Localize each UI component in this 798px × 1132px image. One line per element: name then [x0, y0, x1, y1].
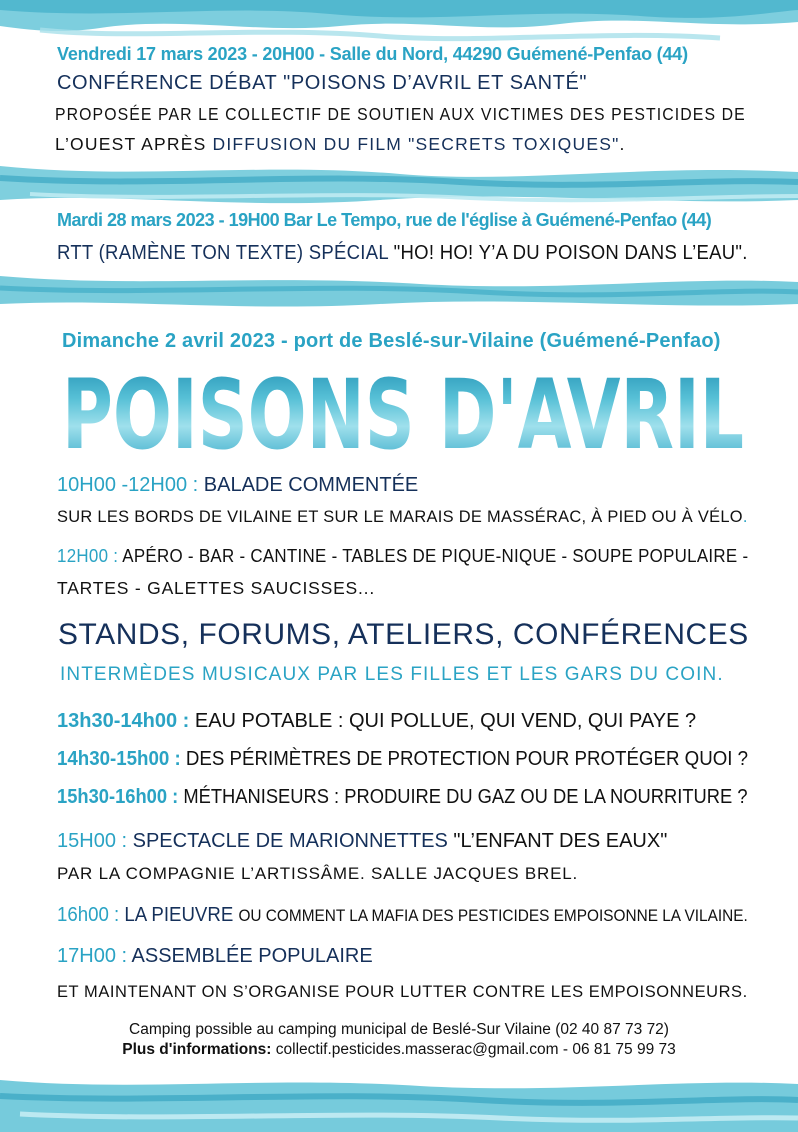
s2-title: LA PIEUVRE — [124, 904, 239, 926]
show-1-heading — [57, 830, 667, 853]
conf-3 — [57, 786, 748, 809]
program-p1-heading — [57, 474, 418, 497]
footer-info-text: collectif.pesticides.masserac@gmail.com - 06 81 75 99 73 — [271, 1041, 676, 1058]
event2-title — [57, 242, 748, 265]
main-date: Dimanche 2 avril 2023 - port de Beslé-sur-Vilaine (Guémené-Penfao) — [62, 330, 721, 352]
conf-2 — [57, 748, 748, 771]
big-title-text: POISONS D'AVRIL — [62, 360, 744, 460]
c2-time: 14h30-15h00 : — [57, 748, 186, 770]
event1-desc-line1-text: PROPOSÉE PAR LE COLLECTIF DE SOUTIEN AUX VICTIMES DES PESTICIDES DE — [55, 104, 746, 124]
c3-text: MÉTHANISEURS : PRODUIRE DU GAZ OU DE LA NOURRITURE ? — [183, 786, 748, 808]
event1-desc-prefix: L’OUEST APRÈS — [55, 134, 213, 154]
footer-info-label: Plus d'informations: — [122, 1041, 272, 1058]
p1-time: 10H00 -12H00 : — [57, 474, 204, 496]
show-3-desc: ET MAINTENANT ON S’ORGANISE POUR LUTTER CONTRE LES EMPOISONNEURS. — [57, 982, 748, 1001]
s1-time: 15H00 : — [57, 830, 133, 852]
s3-time: 17H00 : — [57, 945, 132, 967]
event1-desc-period: . — [619, 134, 626, 154]
c1-time: 13h30-14h00 : — [57, 710, 195, 732]
watercolor-band-bottom — [0, 1074, 798, 1132]
program-p2-line1 — [57, 546, 748, 567]
s3-title: ASSEMBLÉE POPULAIRE — [131, 945, 373, 967]
p1-desc-dot: . — [742, 507, 748, 526]
c3-time: 15h30-16h00 : — [57, 786, 184, 808]
event1-film: DIFFUSION DU FILM "SECRETS TOXIQUES" — [212, 134, 620, 154]
watercolor-band-2 — [0, 272, 798, 314]
event2-date: Mardi 28 mars 2023 - 19H00 Bar Le Tempo, rue de l'église à Guémené-Penfao (44) — [57, 210, 712, 230]
music-line: INTERMÈDES MUSICAUX PAR LES FILLES ET LES GARS DU COIN. — [60, 664, 724, 685]
program-p2-line2: TARTES - GALETTES SAUCISSES... — [57, 578, 376, 598]
event1-date: Vendredi 17 mars 2023 - 20H00 - Salle du Nord, 44290 Guémené-Penfao (44) — [57, 44, 688, 64]
event1-desc-line1 — [55, 104, 746, 125]
p1-desc-text: SUR LES BORDS DE VILAINE ET SUR LE MARAIS DE MASSÉRAC, À PIED OU À VÉLO — [57, 507, 743, 526]
watercolor-band-1 — [0, 160, 798, 210]
event2-title-quote: "HO! HO! Y’A DU POISON DANS L’EAU". — [393, 242, 748, 264]
p2-time: 12H00 : — [57, 546, 123, 566]
s1-title: SPECTACLE DE MARIONNETTES — [132, 830, 454, 852]
show-3-heading — [57, 945, 373, 968]
event1-desc-line2 — [55, 134, 746, 155]
footer-info — [0, 1041, 798, 1059]
c2-text: DES PÉRIMÈTRES DE PROTECTION POUR PROTÉGER QUOI ? — [185, 748, 749, 770]
conf-1 — [57, 710, 696, 733]
show-1-desc: PAR LA COMPAGNIE L’ARTISSÂME. SALLE JACQUES BREL. — [57, 864, 579, 883]
p1-title: BALADE COMMENTÉE — [203, 474, 419, 496]
program-p1-desc — [57, 507, 748, 527]
event1-title: CONFÉRENCE DÉBAT "POISONS D’AVRIL ET SANTÉ" — [57, 72, 588, 94]
event2-title-prefix: RTT (RAMÈNE TON TEXTE) SPÉCIAL — [57, 242, 394, 264]
s2-time: 16h00 : — [57, 904, 125, 926]
s1-quote: "L’ENFANT DES EAUX" — [453, 830, 668, 852]
watercolor-band-top — [0, 0, 798, 48]
p2-line1-text: APÉRO - BAR - CANTINE - TABLES DE PIQUE-NIQUE - SOUPE POPULAIRE - — [122, 546, 749, 566]
s2-desc: OU COMMENT LA MAFIA DES PESTICIDES EMPOISONNE LA VILAINE. — [238, 907, 748, 925]
big-title — [58, 360, 748, 460]
stands-heading: STANDS, FORUMS, ATELIERS, CONFÉRENCES — [58, 618, 749, 651]
footer-camping: Camping possible au camping municipal de Beslé-Sur Vilaine (02 40 87 73 72) — [129, 1021, 669, 1038]
c1-text: EAU POTABLE : QUI POLLUE, QUI VEND, QUI PAYE ? — [194, 710, 697, 732]
show-2 — [57, 904, 748, 927]
